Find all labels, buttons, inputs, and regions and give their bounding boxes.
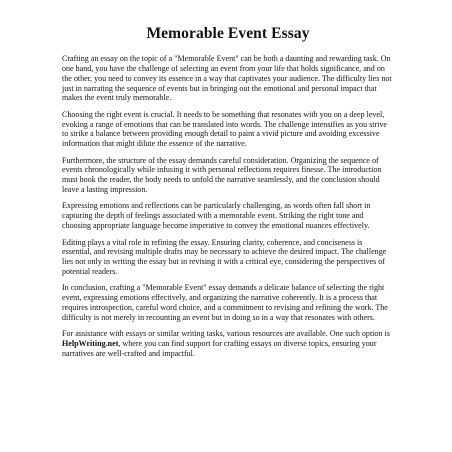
essay-paragraph-4: Expressing emotions and reflections can be particularly challenging, as words often fall short in capturing the depth of feelings associated with a memorable event. Striking the right tone and choosing appropriate language become imperative to convey the emotional nuances effectively. (62, 201, 371, 231)
essay-paragraph-3: Furthermore, the structure of the essay demands careful consideration. Organizing the sequence of events chronologically while infusing it with personal reflections requires finesse. The introduction must hook the reader, the body needs to unfold the narrative seamlessly, and the conclusion should leave a lasting impression. (62, 155, 382, 195)
essay-paragraph-6: In conclusion, crafting a "Memorable Event" essay demands a delicate balance of selecting the right event, expressing emotions effectively, and organizing the narrative coherently. It is a process that requires introspection, careful word choice, and a commitment to revising and refining the work. The difficulty is not merely in recounting an event but in doing so in a way that resonates with others. (62, 283, 388, 322)
closing-text-after: , where you can find support for crafting essays on diverse topics, ensuring your narratives are well-crafted and impactful. (62, 339, 377, 358)
essay-title: Memorable Event Essay (146, 25, 310, 42)
essay-page (62, 24, 394, 365)
essay-paragraph-1: Crafting an essay on the topic of a "Memorable Event" can be both a daunting and rewarding task. On one hand, you have the challenge of selecting an event from your life that holds significance, and on the other, you need to convey its essence in a way that captivates your audience. The difficulty lies not just in narrating the sequence of events but in bringing out the emotional and personal impact that makes the event truly memorable. (62, 54, 392, 103)
helpwriting-link[interactable]: HelpWriting.net (62, 339, 119, 349)
closing-text-before: For assistance with essays or similar writing tasks, various resources are available. One such option is (62, 329, 390, 339)
essay-paragraph-5: Editing plays a vital role in refining the essay. Ensuring clarity, coherence, and conciseness is essential, and revising multiple drafts may be necessary to achieve the desired impact. The challenge lies not only in writing the essay but in revising it with a critical eye, considering the perspectives of potential readers. (62, 237, 387, 277)
essay-paragraph-2: Choosing the right event is crucial. It needs to be something that resonates with you on a deep level, evoking a range of emotions that can be translated into words. The challenge intensifies as you strive to strike a balance between providing enough detail to paint a vivid picture and avoiding excessive information that might dilute the essence of the narrative. (62, 109, 387, 149)
essay-closing-paragraph (62, 329, 394, 359)
